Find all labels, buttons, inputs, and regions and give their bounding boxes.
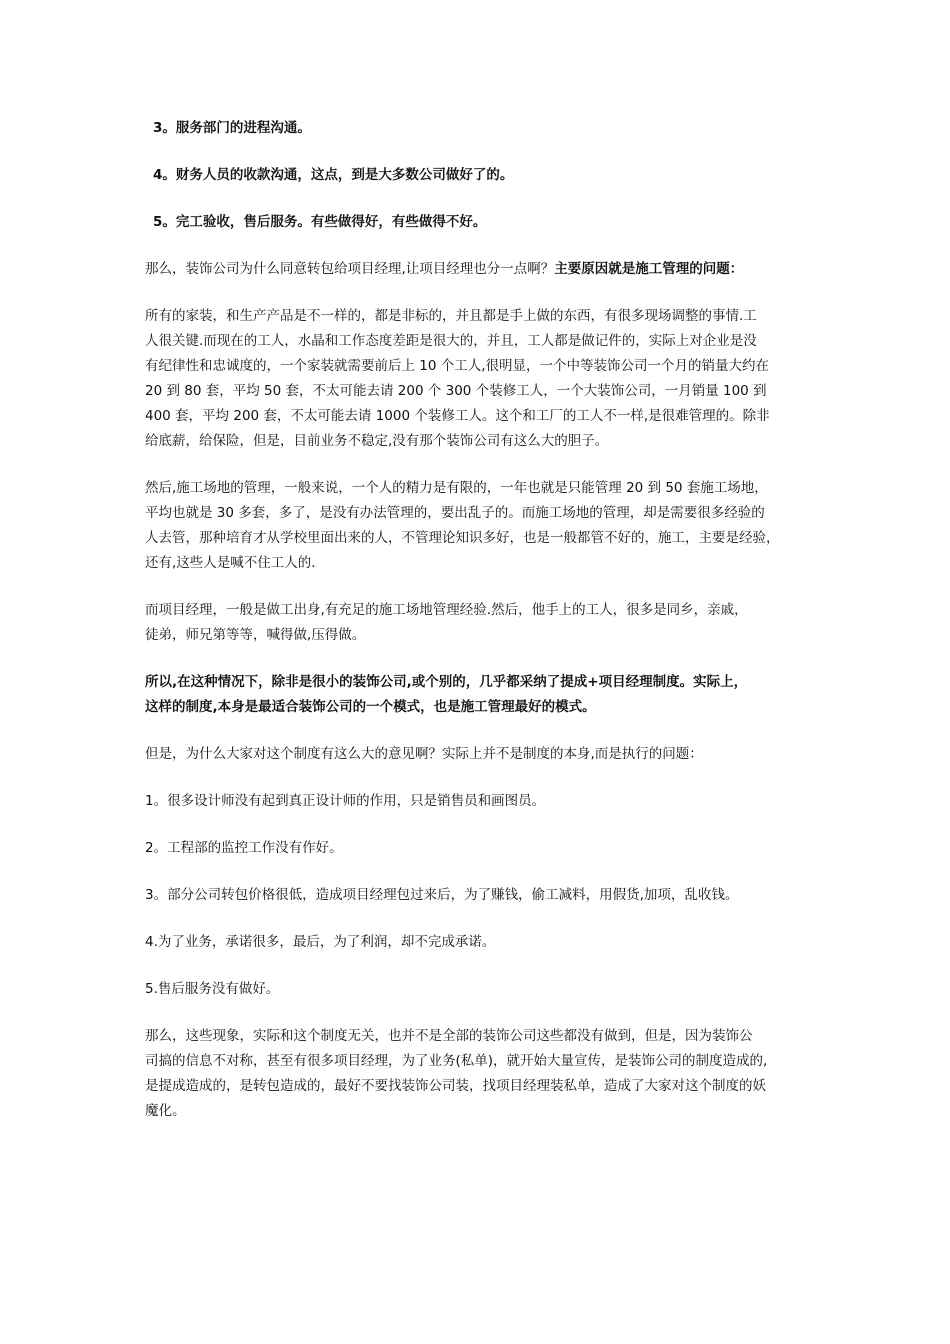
para-project-manager [145,598,815,648]
text-line: 20 到 80 套，平均 50 套，不太可能去请 200 个 300 个装修工人，一个大装饰公司，一月销量 100 到 [145,383,767,399]
item-5-acceptance: 5。完工验收，售后服务。有些做得好，有些做得不好。 [153,214,487,230]
text-line: 而项目经理，一般是做工出身,有充足的施工场地管理经验.然后，他手上的工人，很多是同乡，亲戚， [145,602,748,618]
text-line: 所有的家装，和生产产品是不一样的，都是非标的，并且都是手上做的东西，有很多现场调整的事情.工 [145,308,757,324]
para-final [145,1024,815,1124]
para-site-management [145,476,815,576]
text-line: 所以,在这种情况下，除非是很小的装饰公司,或个别的，几乎都采纳了提成+项目经理制度。实际上， [145,674,748,690]
text-line: 魔化。 [145,1103,186,1119]
text-line: 400 套，平均 200 套，不太可能去请 1000 个装修工人。这个和工厂的工人不一样,是很难管理的。除非 [145,408,770,424]
document-body [145,116,815,1146]
text-line: 徒弟，师兄第等等，喊得做,压得做。 [145,627,366,643]
problem-item-5: 5.售后服务没有做好。 [145,981,280,997]
text-line: 人去管，那种培育才从学校里面出来的人，不管理论知识多好，也是一般都管不好的，施工，主要是经验， [145,530,780,546]
para-why-bold: 主要原因就是施工管理的问题： [554,261,744,277]
text-line: 给底薪，给保险，但是，目前业务不稳定,没有那个装饰公司有这么大的胆子。 [145,433,609,449]
para-conclusion [145,670,815,720]
text-line: 平均也就是 30 多套，多了，是没有办法管理的，要出乱子的。而施工场地的管理，却是需要很多经验的 [145,505,765,521]
text-line: 然后,施工场地的管理，一般来说，一个人的精力是有限的，一年也就是只能管理 20 到 50 套施工场地， [145,480,768,496]
text-line: 这样的制度,本身是最适合装饰公司的一个模式，也是施工管理最好的模式。 [145,699,596,715]
para-but-why: 但是，为什么大家对这个制度有这么大的意见啊？实际上并不是制度的本身,而是执行的问题： [145,746,703,762]
text-line: 有纪律性和忠诚度的，一个家装就需要前后上 10 个工人,很明显，一个中等装饰公司一个月的销量大约在 [145,358,770,374]
problem-item-4: 4.为了业务，承诺很多，最后，为了利润，却不完成承诺。 [145,934,496,950]
para-why-subcontract [145,257,815,282]
para-why-normal: 那么，装饰公司为什么同意转包给项目经理,让项目经理也分一点啊？ [145,261,555,277]
problem-item-3: 3。部分公司转包价格很低，造成项目经理包过来后，为了赚钱，偷工减料，用假货,加项，乱收钱。 [145,887,739,903]
text-line: 是提成造成的，是转包造成的，最好不要找装饰公司装，找项目经理装私单，造成了大家对这个制度的妖 [145,1078,766,1094]
text-line: 还有,这些人是喊不住工人的. [145,555,316,571]
problem-item-1: 1。很多设计师没有起到真正设计师的作用，只是销售员和画图员。 [145,793,546,809]
text-line: 司搞的信息不对称，甚至有很多项目经理，为了业务(私单)，就开始大量宣传，是装饰公司的制度造成的, [145,1053,768,1069]
text-line: 人很关键.而现在的工人，水晶和工作态度差距是很大的，并且，工人都是做记件的，实际上对企业是没 [145,333,757,349]
para-workers [145,304,815,454]
problem-item-2: 2。工程部的监控工作没有作好。 [145,840,343,856]
text-line: 那么，这些现象，实际和这个制度无关，也并不是全部的装饰公司这些都没有做到，但是，因为装饰公 [145,1028,753,1044]
item-4-finance: 4。财务人员的收款沟通，这点，到是大多数公司做好了的。 [153,167,514,183]
item-3-service: 3。服务部门的进程沟通。 [153,120,311,136]
